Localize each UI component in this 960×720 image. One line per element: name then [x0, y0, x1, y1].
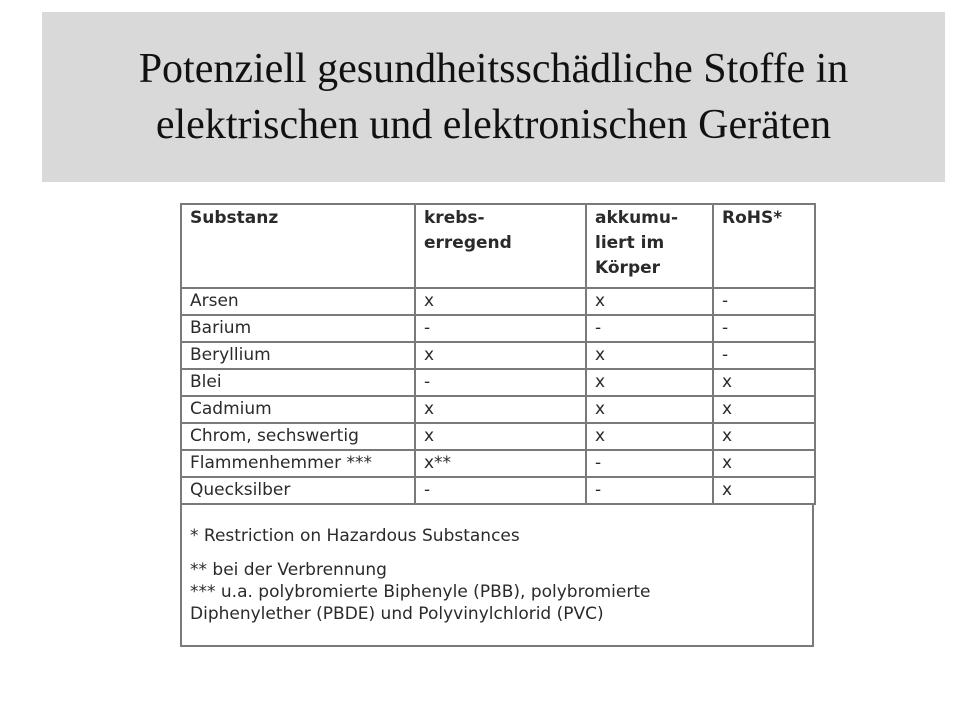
- cell-krebserregend: -: [415, 477, 586, 504]
- cell-krebserregend: -: [415, 315, 586, 342]
- slide-title-band: [42, 12, 945, 182]
- cell-krebserregend: x: [415, 423, 586, 450]
- footnote-flammenhemmer: *** u.a. polybromierte Biphenyle (PBB), polybromierte: [190, 582, 651, 602]
- cell-rohs: -: [713, 342, 815, 369]
- header-akkumuliert: [586, 204, 713, 288]
- header-line: RoHS*: [722, 208, 783, 228]
- header-krebserregend: [415, 204, 586, 288]
- header-line: akkumu-: [595, 208, 679, 228]
- cell-akkumuliert: x: [586, 288, 713, 315]
- table-footnotes: [180, 505, 814, 647]
- cell-akkumuliert: x: [586, 342, 713, 369]
- cell-krebserregend: x: [415, 342, 586, 369]
- table-row: [181, 396, 815, 423]
- slide-title-line-2: elektrischen und elektronischen Geräten: [155, 102, 832, 148]
- cell-rohs: x: [713, 396, 815, 423]
- cell-krebserregend: x: [415, 288, 586, 315]
- footnote-rohs: * Restriction on Hazardous Substances: [190, 526, 520, 546]
- cell-rohs: x: [713, 450, 815, 477]
- header-line: Körper: [595, 258, 661, 278]
- cell-substance: Barium: [181, 315, 415, 342]
- header-substanz: [181, 204, 415, 288]
- table-row: [181, 423, 815, 450]
- table-row: [181, 342, 815, 369]
- cell-akkumuliert: x: [586, 396, 713, 423]
- cell-akkumuliert: -: [586, 450, 713, 477]
- header-line: liert im: [595, 233, 665, 253]
- cell-krebserregend: x**: [415, 450, 586, 477]
- footnote-flammenhemmer-cont: Diphenylether (PBDE) und Polyvinylchlorid (PVC): [190, 604, 604, 624]
- slide-title-line-1: Potenziell gesundheitsschädliche Stoffe in: [138, 46, 849, 92]
- cell-akkumuliert: -: [586, 477, 713, 504]
- cell-akkumuliert: -: [586, 315, 713, 342]
- cell-substance: Arsen: [181, 288, 415, 315]
- cell-rohs: -: [713, 315, 815, 342]
- cell-krebserregend: x: [415, 396, 586, 423]
- cell-substance: Quecksilber: [181, 477, 415, 504]
- header-rohs: [713, 204, 815, 288]
- table-row: [181, 477, 815, 504]
- table-row: [181, 450, 815, 477]
- cell-rohs: x: [713, 423, 815, 450]
- table-row: [181, 315, 815, 342]
- cell-substance: Blei: [181, 369, 415, 396]
- cell-akkumuliert: x: [586, 423, 713, 450]
- cell-substance: Beryllium: [181, 342, 415, 369]
- cell-rohs: -: [713, 288, 815, 315]
- cell-akkumuliert: x: [586, 369, 713, 396]
- cell-substance: Flammenhemmer ***: [181, 450, 415, 477]
- substances-table: [180, 203, 816, 505]
- cell-substance: Cadmium: [181, 396, 415, 423]
- table-header-row: [181, 204, 815, 288]
- substances-table-figure: [180, 203, 814, 647]
- table-row: [181, 288, 815, 315]
- header-line: krebs-: [424, 208, 485, 228]
- header-line: Substanz: [190, 208, 279, 228]
- footnote-verbrennung: ** bei der Verbrennung: [190, 560, 387, 580]
- table-row: [181, 369, 815, 396]
- cell-krebserregend: -: [415, 369, 586, 396]
- cell-rohs: x: [713, 477, 815, 504]
- header-line: erregend: [424, 233, 512, 253]
- cell-substance: Chrom, sechswertig: [181, 423, 415, 450]
- cell-rohs: x: [713, 369, 815, 396]
